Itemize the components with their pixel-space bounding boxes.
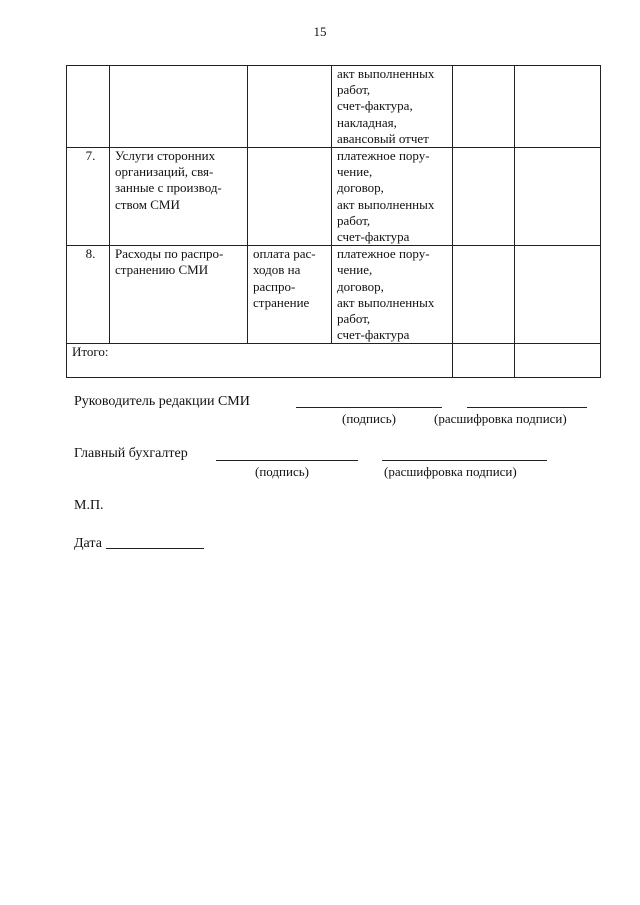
total-row — [67, 344, 601, 378]
cell-docs: платежное пору- чение, договор, акт выполненных работ, счет-фактура — [332, 148, 453, 246]
cell-blank — [453, 148, 515, 246]
date-label: Дата — [74, 536, 102, 551]
cell-docs: платежное пору- чение, договор, акт выполненных работ, счет-фактура — [332, 246, 453, 344]
cell-blank — [453, 66, 515, 148]
table-row — [67, 66, 601, 148]
total-label: Итого: — [67, 344, 453, 378]
cell-name — [110, 66, 248, 148]
accountant-signature-line — [216, 460, 358, 461]
row-number: 8. — [67, 246, 110, 344]
cell-blank — [453, 246, 515, 344]
accountant-decoding-caption: (расшифровка подписи) — [384, 464, 517, 479]
head-signature-caption: (подпись) — [342, 411, 396, 426]
accountant-decoding-line — [382, 460, 547, 461]
page-number: 15 — [313, 24, 327, 39]
cell-blank — [515, 344, 601, 378]
stamp-label: М.П. — [74, 498, 104, 513]
cell-blank — [515, 148, 601, 246]
head-decoding-line — [467, 407, 587, 408]
cell-num — [67, 66, 110, 148]
accountant-signature-caption: (подпись) — [255, 464, 309, 479]
head-decoding-caption: (расшифровка подписи) — [434, 411, 567, 426]
accountant-signature-label: Главный бухгалтер — [74, 446, 188, 461]
head-signature-label: Руководитель редакции СМИ — [74, 394, 250, 409]
expenses-table — [66, 65, 601, 378]
cell-purpose: оплата рас- ходов на распро- странение — [248, 246, 332, 344]
cell-blank — [515, 66, 601, 148]
date-line — [106, 548, 204, 549]
cell-purpose — [248, 148, 332, 246]
cell-docs: акт выполненных работ, счет-фактура, накладная, авансовый отчет — [332, 66, 453, 148]
table-row — [67, 246, 601, 344]
cell-blank — [453, 344, 515, 378]
table-row — [67, 148, 601, 246]
cell-name: Услуги сторонних организаций, свя- занные с производ- ством СМИ — [110, 148, 248, 246]
cell-purpose — [248, 66, 332, 148]
head-signature-line — [296, 407, 442, 408]
row-number: 7. — [67, 148, 110, 246]
cell-blank — [515, 246, 601, 344]
cell-name: Расходы по распро- странению СМИ — [110, 246, 248, 344]
